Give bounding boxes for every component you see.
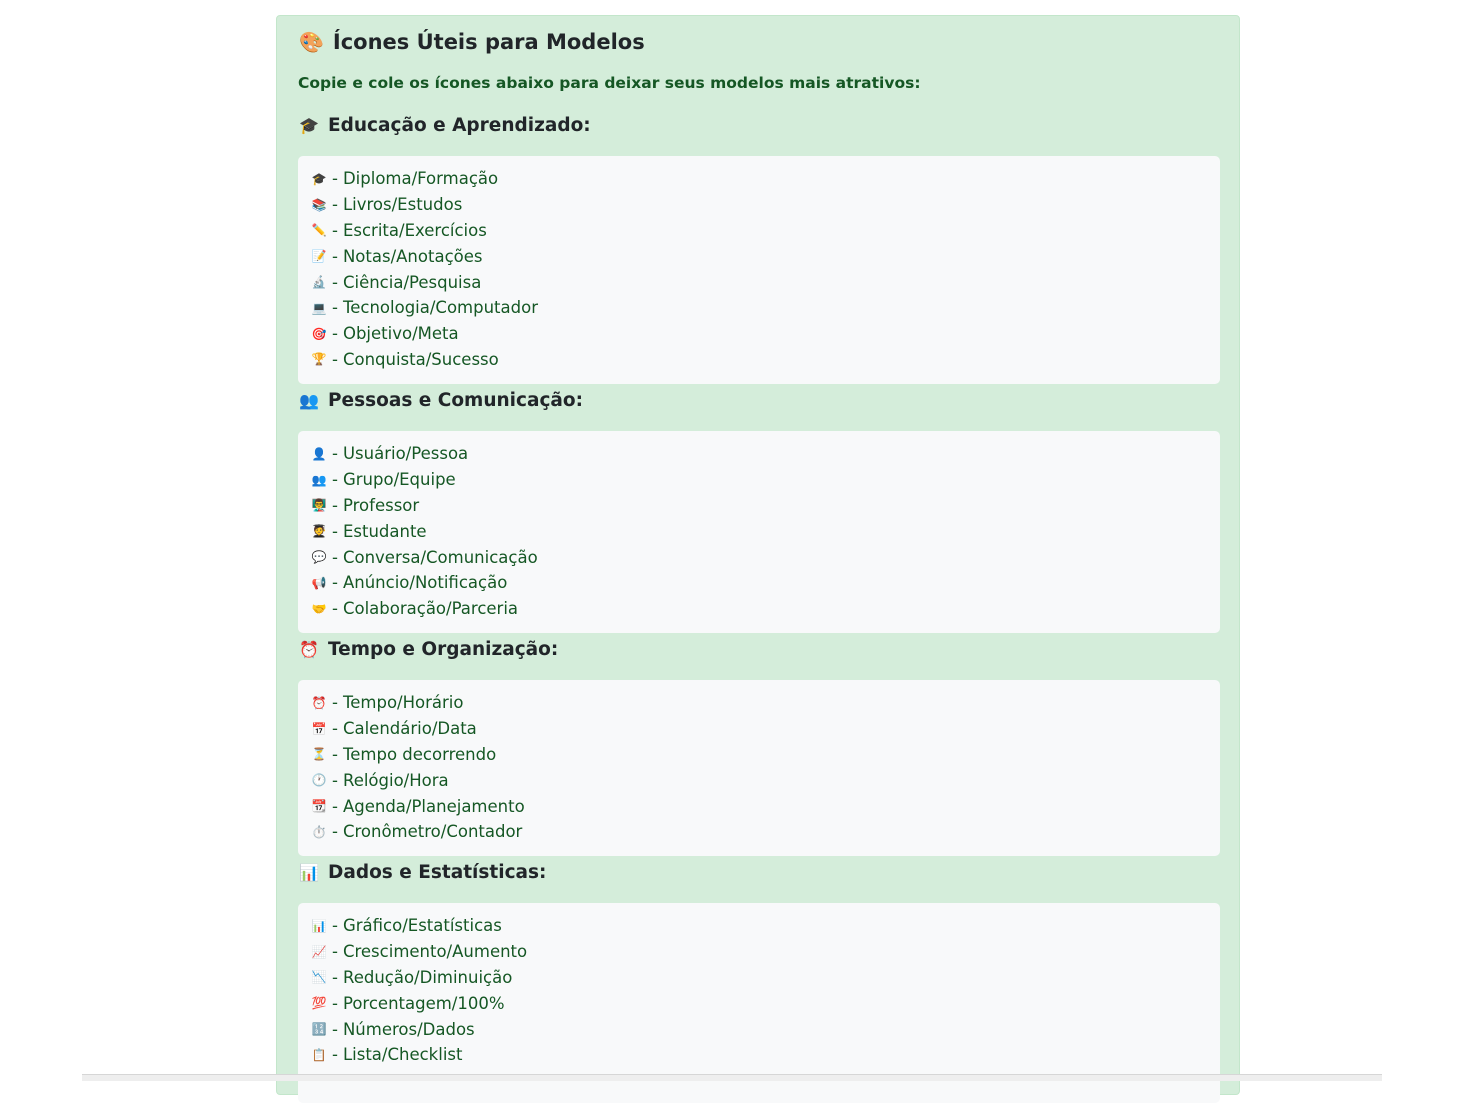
bar-chart-icon: 📊 (299, 862, 319, 882)
spiral-calendar-icon: 📆 (311, 799, 327, 814)
stopwatch-icon: ⏱️ (311, 824, 327, 839)
list-item[interactable]: 🕐 - Relógio/Hora (311, 770, 449, 790)
list-item-label: Tempo decorrendo (342, 744, 497, 764)
trophy-icon: 🏆 (311, 352, 327, 367)
pencil-icon: ✏️ (311, 223, 327, 238)
panel-title (299, 26, 645, 58)
people-icon: 👥 (299, 390, 319, 410)
list-item[interactable]: 📅 - Calendário/Data (311, 719, 477, 739)
alarm-clock-icon: ⏰ (299, 639, 319, 659)
list-item-label: Diploma/Formação (342, 169, 499, 189)
list-item-label: Lista/Checklist (342, 1045, 463, 1065)
list-item[interactable]: 💻 - Tecnologia/Computador (311, 298, 538, 318)
user-icon: 👤 (311, 446, 327, 461)
list-item[interactable]: 💯 - Porcentagem/100% (311, 993, 505, 1013)
list-item[interactable]: 👤 - Usuário/Pessoa (311, 444, 469, 464)
list-item-label: Objetivo/Meta (342, 324, 459, 344)
list-item[interactable]: 👥 - Grupo/Equipe (311, 470, 456, 490)
list-item-label: Livros/Estudos (342, 195, 463, 215)
panel-intro: Copie e cole os ícones abaixo para deixar seus modelos mais atrativos: (298, 74, 921, 92)
list-item[interactable]: 🎓 - Diploma/Formação (311, 169, 499, 189)
list-item-label: Redução/Diminuição (342, 967, 513, 987)
alarm-clock-icon: ⏰ (311, 695, 327, 710)
icons-panel (276, 15, 1240, 1095)
list-item-label: Números/Dados (342, 1019, 475, 1039)
group-icon: 👥 (311, 472, 327, 487)
list-item[interactable]: ✏️ - Escrita/Exercícios (311, 220, 487, 240)
calendar-icon: 📅 (311, 721, 327, 736)
section-time-list (298, 680, 1220, 856)
bar-chart-icon: 📊 (311, 918, 327, 933)
list-item-label: Professor (342, 495, 420, 515)
list-item-label: Calendário/Data (342, 719, 477, 739)
list-item[interactable]: 📊 - Gráfico/Estatísticas (311, 916, 502, 936)
list-item-label: Notas/Anotações (342, 246, 483, 266)
list-item[interactable]: 📚 - Livros/Estudos (311, 195, 463, 215)
section-time-title (299, 635, 558, 663)
list-item-label: Ciência/Pesquisa (342, 272, 482, 292)
section-title-text: Dados e Estatísticas: (328, 861, 547, 883)
section-education-list (298, 156, 1220, 384)
list-item-label: Tecnologia/Computador (342, 298, 538, 318)
list-item[interactable]: 📢 - Anúncio/Notificação (311, 573, 508, 593)
list-item[interactable]: 💬 - Conversa/Comunicação (311, 547, 538, 567)
list-item-label: Relógio/Hora (342, 770, 449, 790)
list-item-label: Gráfico/Estatísticas (342, 916, 502, 936)
section-people-list (298, 431, 1220, 633)
clock-icon: 🕐 (311, 773, 327, 788)
target-icon: 🎯 (311, 326, 327, 341)
list-item-label: Porcentagem/100% (342, 993, 505, 1013)
list-item-label: Tempo/Horário (342, 693, 464, 713)
list-item[interactable]: 📋 - Lista/Checklist (311, 1045, 463, 1065)
list-item-label: Colaboração/Parceria (342, 599, 519, 619)
section-title-text: Educação e Aprendizado: (328, 114, 591, 136)
list-item[interactable]: 🤝 - Colaboração/Parceria (311, 599, 519, 619)
speech-bubble-icon: 💬 (311, 550, 327, 565)
list-item[interactable]: 🔬 - Ciência/Pesquisa (311, 272, 482, 292)
list-item[interactable]: ⏱️ - Cronômetro/Contador (311, 822, 523, 842)
palette-icon: 🎨 (299, 30, 324, 54)
list-item[interactable]: 📝 - Notas/Anotações (311, 246, 483, 266)
panel-title-text: Ícones Úteis para Modelos (332, 30, 645, 54)
hourglass-icon: ⏳ (311, 747, 327, 762)
list-item-label: Agenda/Planejamento (342, 796, 525, 816)
list-item-label: Usuário/Pessoa (342, 444, 469, 464)
section-data-list (298, 903, 1220, 1103)
megaphone-icon: 📢 (311, 575, 327, 590)
teacher-icon: 👨‍🏫 (311, 498, 327, 513)
section-data-title (299, 858, 546, 886)
numbers-icon: 🔢 (311, 1022, 327, 1037)
list-item-label: Grupo/Equipe (342, 470, 456, 490)
list-item[interactable]: ⏳ - Tempo decorrendo (311, 744, 497, 764)
graduation-cap-icon: 🎓 (311, 171, 327, 186)
section-education-title (299, 111, 591, 139)
chart-increasing-icon: 📈 (311, 944, 327, 959)
section-title-text: Tempo e Organização: (328, 638, 559, 660)
graduation-cap-icon: 🎓 (299, 115, 319, 135)
student-icon: 🧑‍🎓 (311, 524, 327, 539)
list-item-label: Escrita/Exercícios (342, 220, 487, 240)
list-item[interactable]: ⏰ - Tempo/Horário (311, 693, 464, 713)
list-item[interactable]: 👨‍🏫 - Professor (311, 495, 420, 515)
list-item[interactable]: 📆 - Agenda/Planejamento (311, 796, 525, 816)
handshake-icon: 🤝 (311, 601, 327, 616)
list-item[interactable]: 🎯 - Objetivo/Meta (311, 324, 459, 344)
section-title-text: Pessoas e Comunicação: (328, 389, 584, 411)
memo-icon: 📝 (311, 249, 327, 264)
microscope-icon: 🔬 (311, 275, 327, 290)
laptop-icon: 💻 (311, 300, 327, 315)
list-item[interactable]: 🧑‍🎓 - Estudante (311, 521, 427, 541)
clipboard-icon: 📋 (311, 1047, 327, 1062)
list-item[interactable]: 📈 - Crescimento/Aumento (311, 942, 528, 962)
list-item-label: Estudante (342, 521, 427, 541)
books-icon: 📚 (311, 197, 327, 212)
list-item-label: Cronômetro/Contador (342, 822, 523, 842)
list-item[interactable]: 🔢 - Números/Dados (311, 1019, 475, 1039)
hundred-points-icon: 💯 (311, 996, 327, 1011)
list-item-label: Crescimento/Aumento (342, 942, 528, 962)
list-item-label: Conquista/Sucesso (342, 349, 499, 369)
chart-decreasing-icon: 📉 (311, 970, 327, 985)
list-item[interactable]: 📉 - Redução/Diminuição (311, 967, 513, 987)
list-item-label: Conversa/Comunicação (342, 547, 538, 567)
section-people-title (299, 386, 583, 414)
list-item[interactable]: 🏆 - Conquista/Sucesso (311, 349, 499, 369)
list-item-label: Anúncio/Notificação (342, 573, 508, 593)
